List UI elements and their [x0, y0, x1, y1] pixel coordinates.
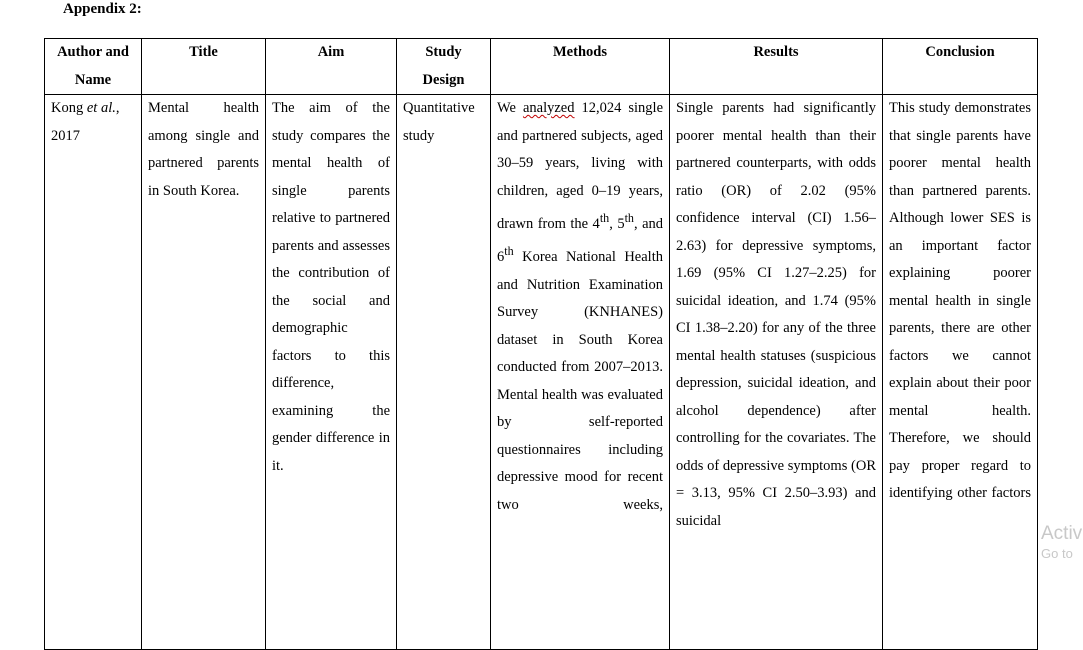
methods-part-a: 12,024 single and partnered subjects, aged 30–59 years, living with children, aged 0–19 years, drawn from the 4 — [497, 100, 663, 232]
header-design-line1: Study — [425, 44, 462, 60]
methods-part-d: Korea National Health and Nutrition Examination Survey (KNHANES) dataset in South Korea conducted from 2007–2013. Mental health was evaluated by self-reported questionnaires including depressive mood for recent two weeks, — [497, 249, 663, 513]
methods-part-b: , 5 — [609, 215, 625, 232]
header-author — [45, 39, 142, 95]
cell-author — [45, 95, 142, 650]
design-text: Quantitative study — [403, 100, 475, 144]
header-methods: Methods — [491, 39, 670, 95]
conclusion-text: This study demonstrates that single parents have poorer mental health than partnered parents. Although lower SES is an important factor explaining poorer mental health in single parents, there are other factors we cannot explain about their poor mental health. Therefore, we should pay proper regard to identifying other factors — [889, 100, 1031, 501]
watermark-line2: Go to — [1041, 546, 1073, 561]
cell-title — [142, 95, 266, 650]
cell-design — [397, 95, 491, 650]
aim-text: The aim of the study compares the mental health of single parents relative to partnered parents and assesses the contribution of the social and demographic factors to this difference, examining the gender difference in it. — [272, 100, 390, 474]
cell-aim — [266, 95, 397, 650]
header-design-line2: Design — [422, 71, 465, 88]
header-conclusion: Conclusion — [883, 39, 1038, 95]
header-author-line1: Author and — [57, 44, 129, 60]
cell-results — [670, 95, 883, 650]
methods-part-c: , and 6 — [497, 215, 663, 266]
table-row — [45, 95, 1038, 650]
header-design — [397, 39, 491, 95]
title-text: Mental health among single and partnered parents in South Korea. — [148, 100, 259, 199]
cell-conclusion — [883, 95, 1038, 650]
author-etal: et al. — [86, 100, 116, 116]
header-author-line2: Name — [74, 71, 112, 88]
header-aim: Aim — [266, 39, 397, 95]
cell-methods — [491, 95, 670, 650]
header-results: Results — [670, 39, 883, 95]
sup-th-2: th — [624, 211, 634, 225]
watermark-line1: Activ — [1041, 523, 1083, 544]
header-title: Title — [142, 39, 266, 95]
author-surname: Kong — [51, 100, 87, 116]
methods-text — [497, 95, 663, 519]
spellcheck-word[interactable]: analyzed — [522, 100, 575, 116]
methods-part-pre: We — [497, 100, 523, 116]
activation-watermark — [1041, 524, 1082, 560]
appendix-table — [44, 38, 1038, 650]
header-row — [45, 39, 1038, 95]
appendix-heading: Appendix 2: — [63, 1, 142, 17]
results-text: Single parents had significantly poorer mental health than their partnered counterparts, with odds ratio (OR) of 2.02 (95% confidence interval (CI) 1.56–2.63) for depressive symptoms, 1.69 (95% CI 1.27–2.25) for suicidal ideation, and 1.74 (95% CI 1.38–2.20) for any of the three mental health statuses (suspicious depression, suicidal ideation, and alcohol dependence) after controlling for the covariates. The odds of depressive symptoms (OR = 3.13, 95% CI 2.50–3.93) and suicidal — [676, 100, 876, 529]
sup-th-3: th — [504, 244, 514, 259]
sup-th-1: th — [599, 211, 610, 225]
author-year: , 2017 — [51, 100, 120, 144]
